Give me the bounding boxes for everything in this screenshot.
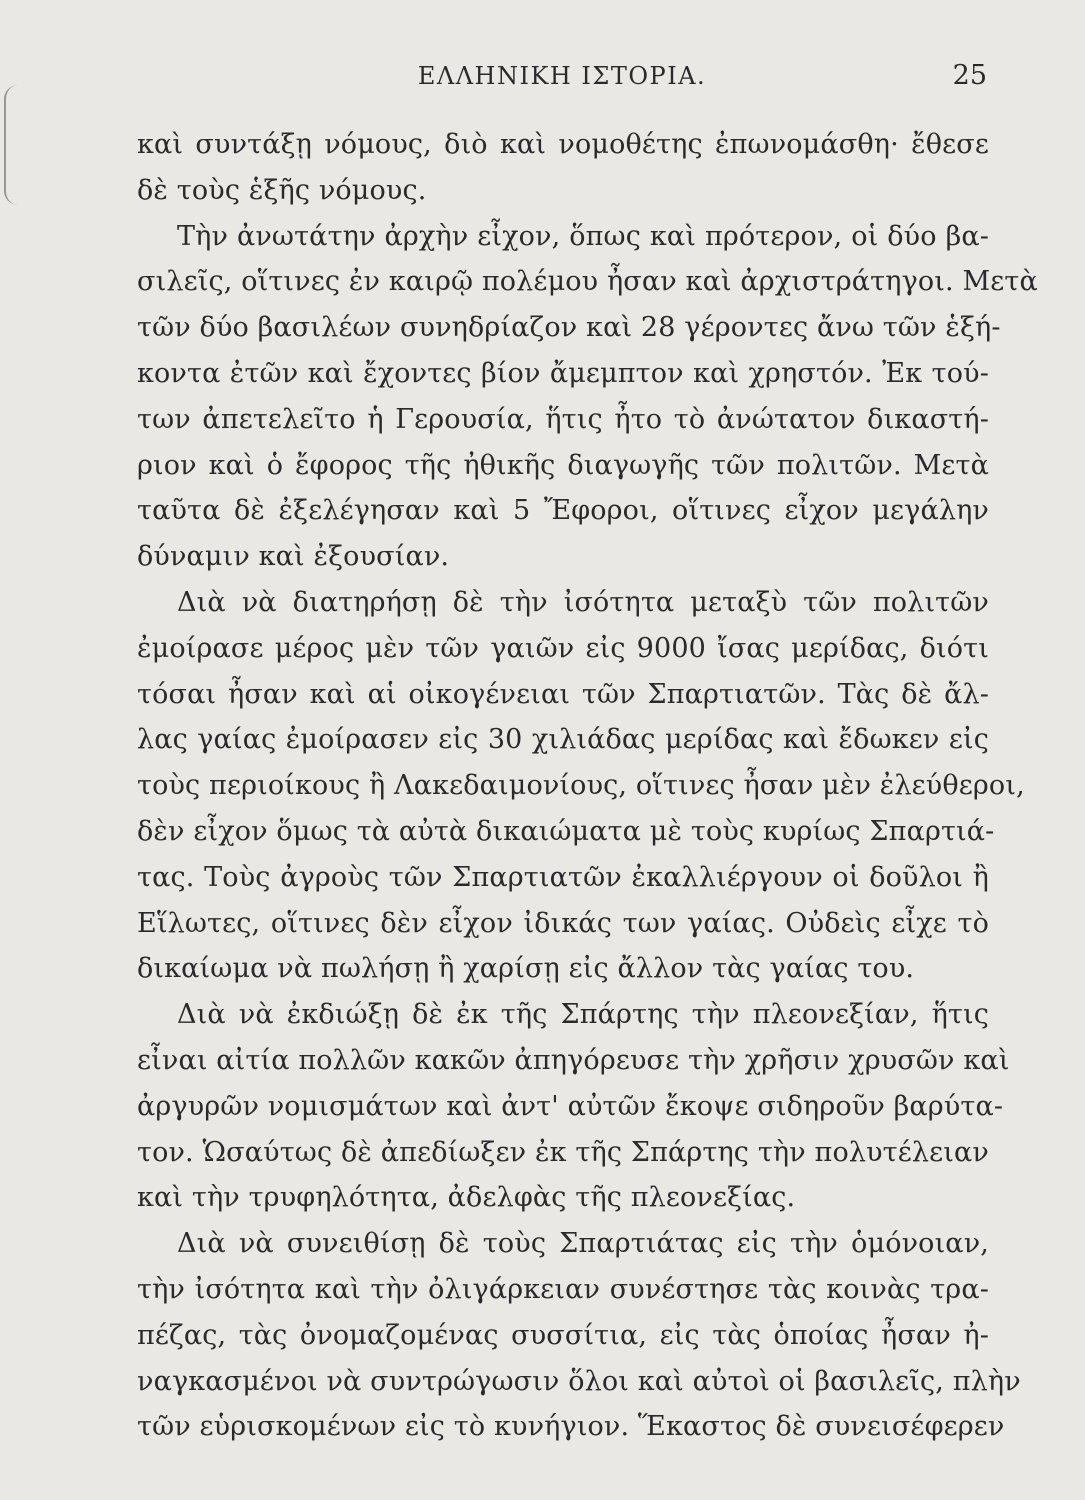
text-line: ταῦτα δὲ ἐξελέγησαν καὶ 5 Ἔφοροι, οἵτινες εἶχον μεγάλην (137, 495, 989, 527)
page-edge-mark (4, 85, 24, 205)
text-line: ἐμοίρασε μέρος μὲν τῶν γαιῶν εἰς 9000 ἴσας μερίδας, διότι (137, 632, 989, 664)
text-line: τον. Ὡσαύτως δὲ ἀπεδίωξεν ἐκ τῆς Σπάρτης τὴν πολυτέλειαν (137, 1136, 989, 1168)
text-line: Εἵλωτες, οἵτινες δὲν εἶχον ἰδικάς των γαίας. Οὐδεὶς εἶχε τὸ (137, 907, 989, 939)
page-header (137, 58, 987, 94)
text-line: εἶναι αἰτία πολλῶν κακῶν ἀπηγόρευσε τὴν χρῆσιν χρυσῶν καὶ (137, 1044, 1010, 1076)
text-line: ναγκασμένοι νὰ συντρώγωσιν ὅλοι καὶ αὐτοὶ οἱ βασιλεῖς, πλὴν (137, 1365, 1021, 1397)
text-line: τῶν εὑρισκομένων εἰς τὸ κυνήγιον. Ἕκαστος δὲ συνεισέφερεν (137, 1411, 1005, 1443)
text-line: πέζας, τὰς ὀνομαζομένας συσσίτια, εἰς τὰς ὁποίας ἦσαν ἠ- (137, 1319, 989, 1351)
text-line: Διὰ νὰ ἐκδιώξῃ δὲ ἐκ τῆς Σπάρτης τὴν πλεονεξίαν, ἥτις (177, 999, 989, 1031)
text-line: τας. Τοὺς ἀγροὺς τῶν Σπαρτιατῶν ἐκαλλιέργουν οἱ δοῦλοι ἢ (137, 861, 989, 893)
text-line: Τὴν ἀνωτάτην ἀρχὴν εἶχον, ὅπως καὶ πρότερον, οἱ δύο βα- (177, 220, 989, 252)
text-line: Διὰ νὰ συνειθίσῃ δὲ τοὺς Σπαρτιάτας εἰς τὴν ὁμόνοιαν, (177, 1228, 989, 1260)
running-title: ΕΛΛΗΝΙΚΗ ΙΣΤΟΡΙΑ. (417, 62, 707, 90)
text-line: τοὺς περιοίκους ἢ Λακεδαιμονίους, οἵτινες ἦσαν μὲν ἐλεύθεροι, (137, 770, 1025, 802)
text-line: δὲ τοὺς ἑξῆς νόμους. (137, 174, 427, 206)
text-line: ἀργυρῶν νομισμάτων καὶ ἀντ' αὐτῶν ἔκοψε σιδηροῦν βαρύτα- (137, 1090, 1004, 1122)
text-line: κοντα ἐτῶν καὶ ἔχοντες βίον ἄμεμπτον καὶ χρηστόν. Ἐκ τού- (137, 357, 989, 389)
text-line: των ἀπετελεῖτο ἡ Γερουσία, ἥτις ἦτο τὸ ἀνώτατον δικαστή- (137, 403, 989, 435)
page-number: 25 (952, 60, 987, 91)
text-line: ριον καὶ ὁ ἔφορος τῆς ἠθικῆς διαγωγῆς τῶν πολιτῶν. Μετὰ (137, 449, 989, 481)
text-line: καὶ συντάξῃ νόμους, διὸ καὶ νομοθέτης ἐπωνομάσθη· ἔθεσε (137, 129, 989, 160)
body-text (137, 122, 1038, 1450)
text-line: Διὰ νὰ διατηρήσῃ δὲ τὴν ἰσότητα μεταξὺ τῶν πολιτῶν (177, 586, 989, 618)
text-line: σιλεῖς, οἵτινες ἐν καιρῷ πολέμου ἦσαν καὶ ἀρχιστράτηγοι. Μετὰ (137, 266, 1038, 298)
text-line: δικαίωμα νὰ πωλήσῃ ἢ χαρίσῃ εἰς ἄλλον τὰς γαίας του. (137, 953, 915, 985)
text-line: καὶ τὴν τρυφηλότητα, ἀδελφὰς τῆς πλεονεξίας. (137, 1182, 796, 1214)
text-line: τῶν δύο βασιλέων συνηδρίαζον καὶ 28 γέροντες ἄνω τῶν ἑξή- (137, 312, 1001, 344)
text-line: δύναμιν καὶ ἐξουσίαν. (137, 541, 450, 573)
text-line: λας γαίας ἐμοίρασεν εἰς 30 χιλιάδας μερίδας καὶ ἔδωκεν εἰς (137, 724, 989, 756)
text-line: δὲν εἶχον ὅμως τὰ αὐτὰ δικαιώματα μὲ τοὺς κυρίως Σπαρτιά- (137, 815, 995, 847)
text-line: τόσαι ἦσαν καὶ αἱ οἰκογένειαι τῶν Σπαρτιατῶν. Τὰς δὲ ἄλ- (137, 678, 989, 710)
text-line: τὴν ἰσότητα καὶ τὴν ὀλιγάρκειαν συνέστησε τὰς κοινὰς τρα- (137, 1273, 989, 1305)
